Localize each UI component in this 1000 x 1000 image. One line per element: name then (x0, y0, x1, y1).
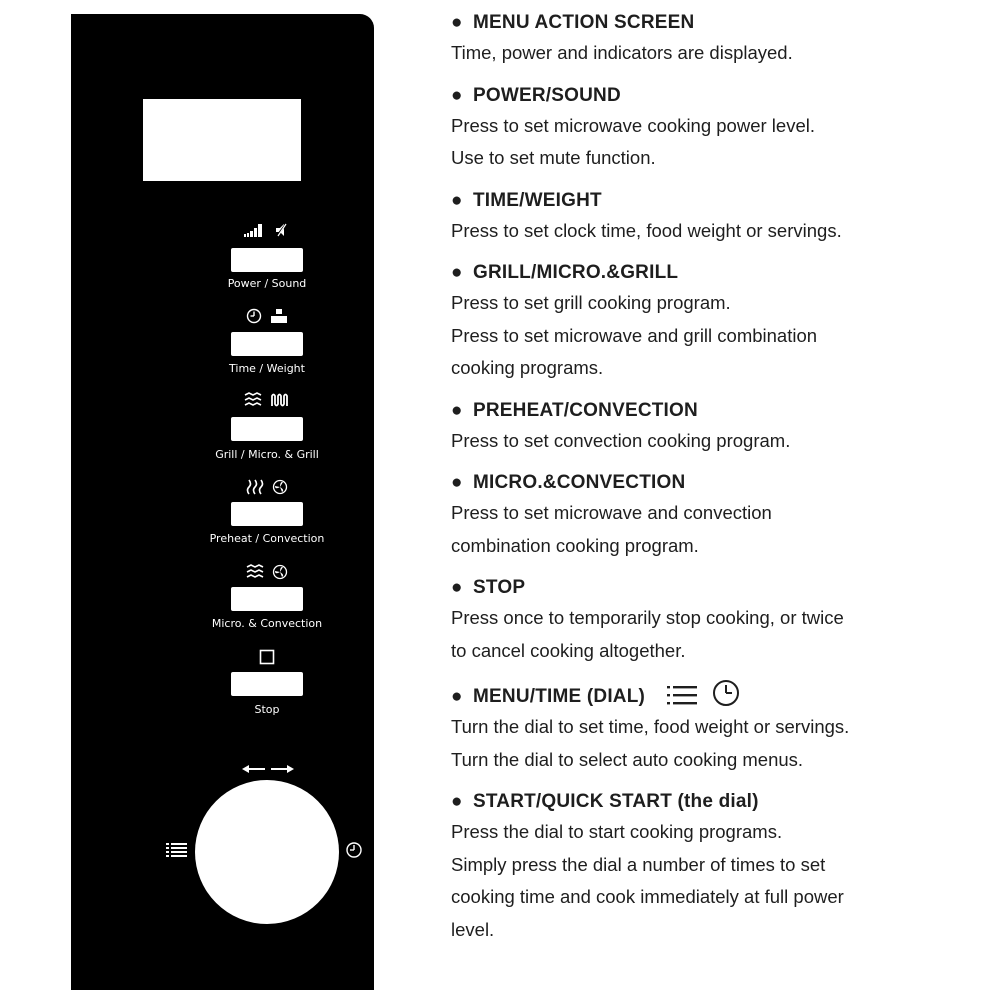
scale-icon (270, 308, 288, 324)
section-line: level. (451, 918, 495, 940)
section-stop (451, 574, 991, 667)
micro-convection-button[interactable] (231, 587, 303, 611)
section-grill (451, 259, 991, 385)
section-title: ● STOP (451, 574, 991, 602)
section-line: Use to set mute function. (451, 147, 656, 168)
section-line: combination cooking program. (451, 534, 699, 556)
section-title: ● MENU ACTION SCREEN (451, 9, 991, 37)
menu-list-icon (166, 842, 188, 858)
section-title: ● GRILL/MICRO.&GRILL (451, 259, 991, 287)
preheat-convection-icons (167, 479, 367, 495)
power-level-icon (244, 223, 264, 237)
preheat-convection-button[interactable] (231, 502, 303, 526)
heat-icon (246, 479, 264, 495)
bullet: ● (451, 686, 463, 707)
section-line: Turn the dial to set time, food weight or servings. (451, 716, 850, 737)
menu-time-dial[interactable] (195, 780, 339, 924)
section-line: Turn the dial to select auto cooking menus. (451, 748, 804, 770)
bullet: ● (451, 84, 463, 106)
stop-square-icon (259, 649, 275, 665)
rotate-arrows-icon (241, 764, 295, 776)
section-line: Press to set clock time, food weight or servings. (451, 219, 842, 241)
section-menu-time-dial (451, 679, 991, 776)
micro-convection-label: Micro. & Convection (211, 617, 323, 630)
display-screen (143, 99, 301, 181)
bullet: ● (451, 472, 463, 493)
section-title: ● MICRO.&CONVECTION (451, 469, 991, 497)
section-title: ● MENU/TIME (DIAL) (451, 679, 991, 711)
section-line: Press to set convection cooking program. (451, 429, 791, 451)
bullet: ● (451, 12, 463, 33)
section-line: Press the dial to start cooking programs. (451, 821, 783, 842)
preheat-convection-label: Preheat / Convection (209, 532, 325, 545)
section-line: Press to set microwave and grill combination (451, 324, 818, 346)
section-title: ● START/QUICK START (the dial) (451, 788, 991, 816)
section-preheat-convection (451, 397, 991, 458)
time-weight-label: Time / Weight (229, 362, 305, 375)
bullet: ● (451, 791, 463, 812)
micro-convection-icons (167, 564, 367, 580)
fan-icon (272, 479, 288, 495)
grill-label: Grill / Micro. & Grill (215, 448, 319, 461)
bullet: ● (451, 577, 463, 598)
section-line: Press to set microwave cooking power level. (451, 114, 815, 136)
grill-icons (167, 392, 367, 408)
section-power-sound (451, 82, 991, 175)
power-sound-icons (167, 222, 367, 238)
section-line: Press once to temporarily stop cooking, or twice (451, 607, 844, 628)
section-time-weight (451, 187, 991, 248)
power-sound-button[interactable] (231, 248, 303, 272)
section-title: ● TIME/WEIGHT (451, 187, 991, 215)
bullet: ● (451, 262, 463, 283)
time-weight-button[interactable] (231, 332, 303, 356)
section-line: Simply press the dial a number of times to set (451, 853, 826, 875)
menu-list-icon (665, 683, 701, 707)
grill-button[interactable] (231, 417, 303, 441)
description-column (451, 9, 991, 946)
stop-icons (167, 649, 367, 665)
section-title: ● PREHEAT/CONVECTION (451, 397, 991, 425)
section-line: Press to set microwave and convection (451, 502, 772, 523)
clock-icon (246, 308, 262, 324)
grill-icon (270, 392, 290, 408)
bullet: ● (451, 189, 463, 211)
dial-clock-icon (345, 841, 363, 859)
bullet: ● (451, 399, 463, 421)
section-start-quick-start (451, 788, 991, 946)
section-line: cooking programs. (451, 357, 604, 378)
fan-icon (272, 564, 288, 580)
section-line: Time, power and indicators are displayed. (451, 42, 793, 63)
power-sound-label: Power / Sound (227, 277, 307, 290)
section-title: ● POWER/SOUND (451, 82, 991, 110)
section-line: Press to set grill cooking program. (451, 292, 731, 313)
section-menu-action-screen (451, 9, 991, 70)
microwave-waves-icon (246, 564, 264, 580)
time-weight-icons (167, 308, 367, 324)
control-panel (71, 14, 374, 990)
section-line: cooking time and cook immediately at full power (451, 886, 844, 907)
microwave-waves-icon (244, 392, 262, 408)
stop-button[interactable] (231, 672, 303, 696)
clock-icon (712, 679, 740, 707)
mute-icon (274, 223, 290, 237)
section-micro-convection (451, 469, 991, 562)
section-line: to cancel cooking altogether. (451, 639, 686, 661)
stop-label: Stop (254, 703, 280, 716)
